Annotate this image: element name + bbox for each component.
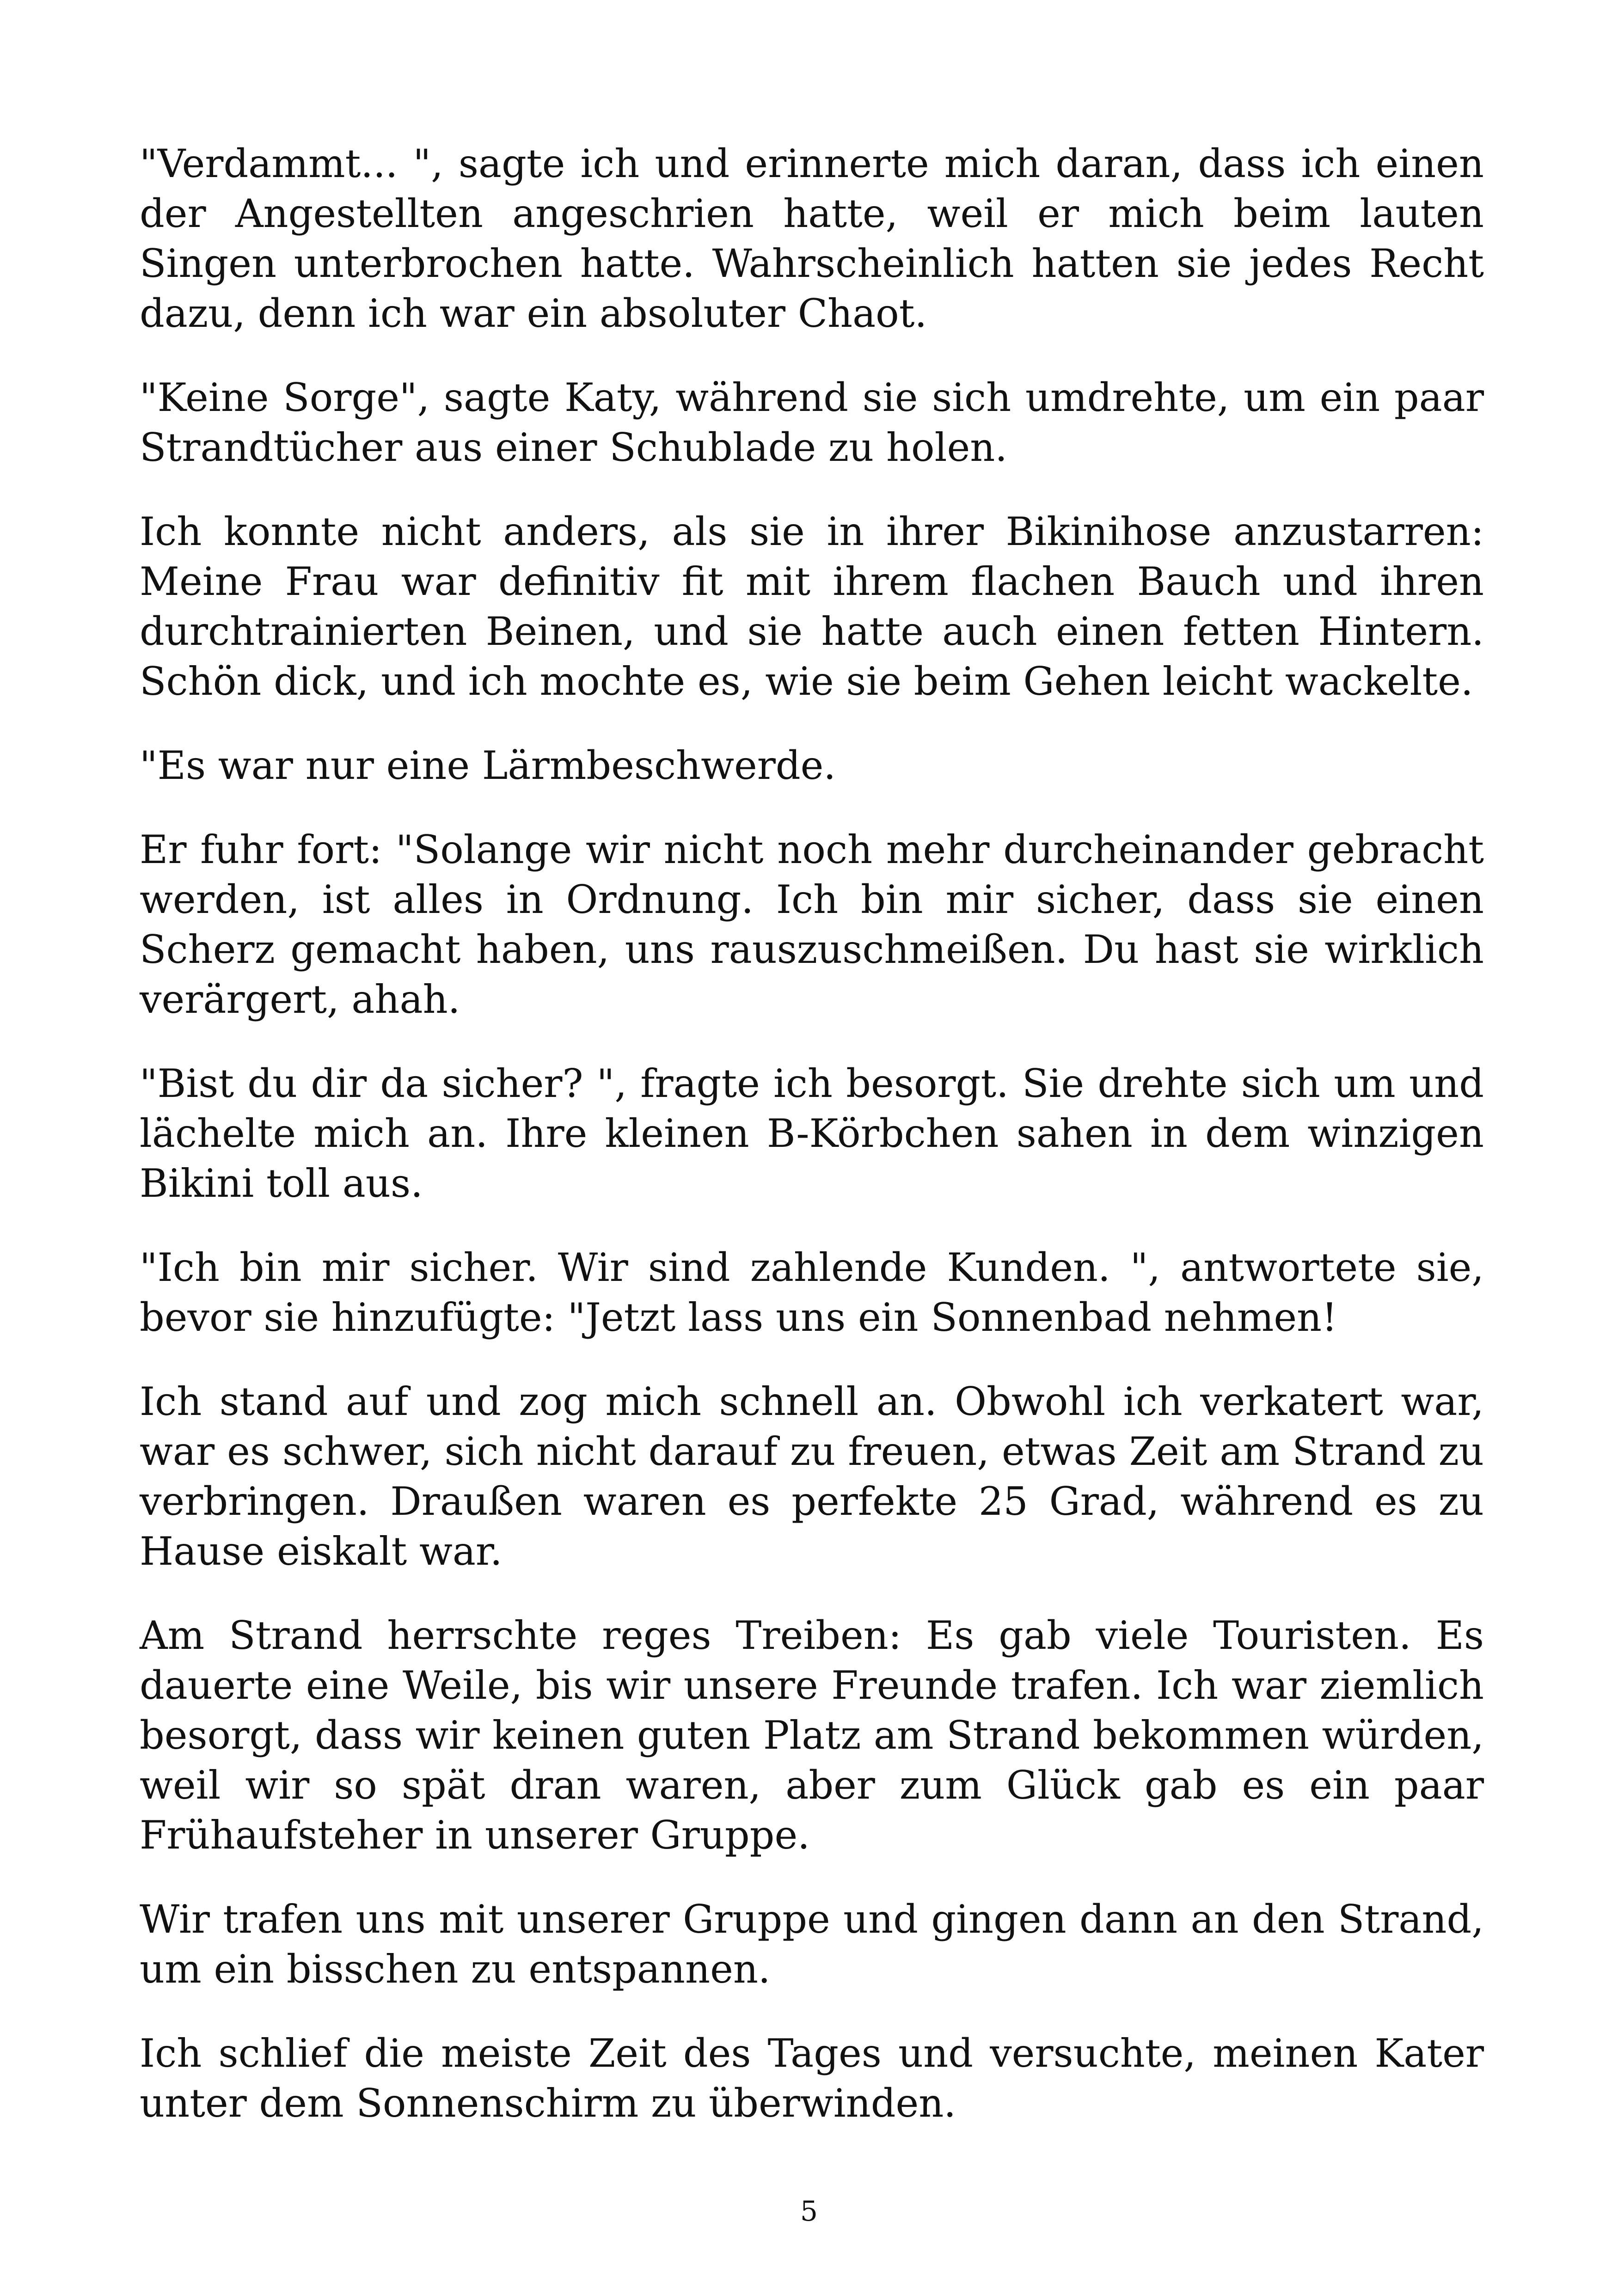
paragraph-7: "Ich bin mir sicher. Wir sind zahlende Kunden. ", antwortete sie, bevor sie hinzufügte: "Jetzt lass uns ein Sonnenbad nehmen! xyxy=(140,1245,1484,1340)
page-number: 5 xyxy=(800,2195,818,2228)
body-text xyxy=(140,139,1484,2162)
paragraph-2: "Keine Sorge", sagte Katy, während sie sich umdrehte, um ein paar Strandtücher aus einer Schublade zu holen. xyxy=(140,375,1484,470)
paragraph-9: Am Strand herrschte reges Treiben: Es gab viele Touristen. Es dauerte eine Weile, bis wir unsere Freunde trafen. Ich war ziemlich besorgt, dass wir keinen guten Platz am Strand bekommen würden, weil wir so spät dran waren, aber zum Glück gab es ein paar Frühaufsteher in unserer Gruppe. xyxy=(140,1613,1484,1858)
paragraph-11: Ich schlief die meiste Zeit des Tages und versuchte, meinen Kater unter dem Sonnenschirm zu überwinden. xyxy=(140,2031,1484,2126)
paragraph-10: Wir trafen uns mit unserer Gruppe und gingen dann an den Strand, um ein bisschen zu entspannen. xyxy=(140,1897,1484,1992)
paragraph-6: "Bist du dir da sicher? ", fragte ich besorgt. Sie drehte sich um und lächelte mich an. Ihre kleinen B-Körbchen sahen in dem winzigen Bikini toll aus. xyxy=(140,1061,1484,1206)
paragraph-3: Ich konnte nicht anders, als sie in ihrer Bikinihose anzustarren: Meine Frau war definitiv fit mit ihrem flachen Bauch und ihren durchtrainierten Beinen, und sie hatte auch einen fetten Hintern. Schön dick, und ich mochte es, wie sie beim Gehen leicht wackelte. xyxy=(140,509,1484,704)
paragraph-8: Ich stand auf und zog mich schnell an. Obwohl ich verkatert war, war es schwer, sich nicht darauf zu freuen, etwas Zeit am Strand zu verbringen. Draußen waren es perfekte 25 Grad, während es zu Hause eiskalt war. xyxy=(140,1379,1484,1574)
paragraph-1: "Verdammt... ", sagte ich und erinnerte mich daran, dass ich einen der Angestellten angeschrien hatte, weil er mich beim lauten Singen unterbrochen hatte. Wahrscheinlich hatten sie jedes Recht dazu, denn ich war ein absoluter Chaot. xyxy=(140,141,1484,336)
paragraph-4: "Es war nur eine Lärmbeschwerde. xyxy=(140,743,836,788)
paragraph-5: Er fuhr fort: "Solange wir nicht noch mehr durcheinander gebracht werden, ist alles in Ordnung. Ich bin mir sicher, dass sie einen Scherz gemacht haben, uns rauszuschmeißen. Du hast sie wirklich verärgert, ahah. xyxy=(140,827,1484,1022)
